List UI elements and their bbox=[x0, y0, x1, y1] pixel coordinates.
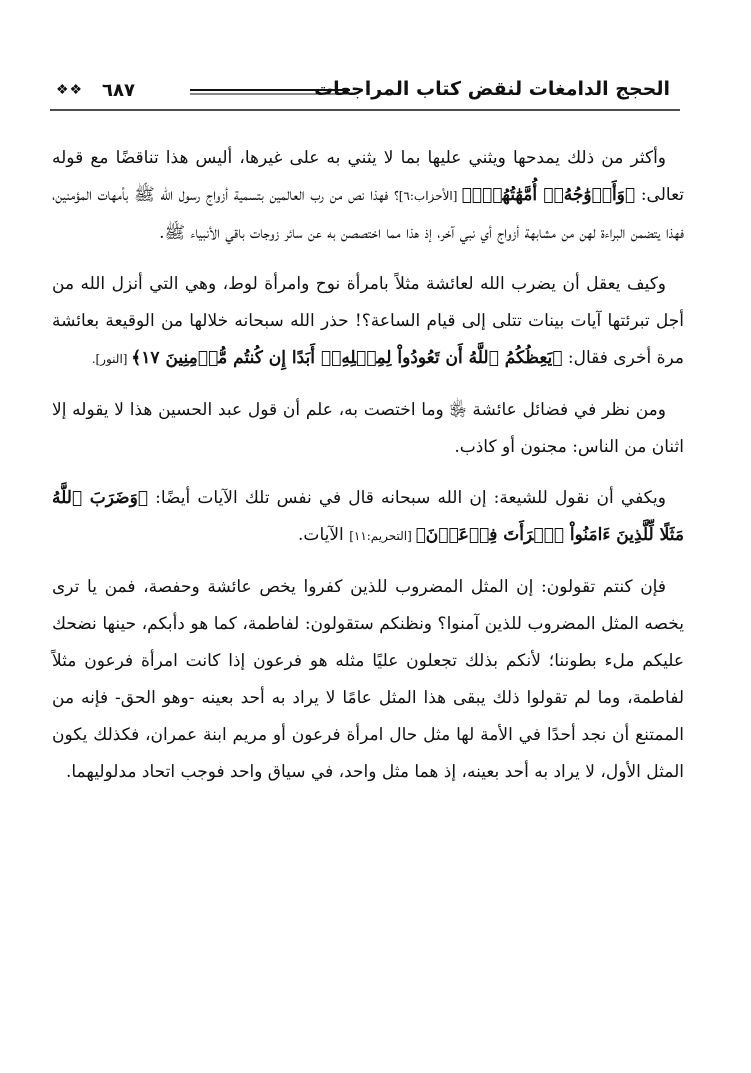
verse-reference: [التحريم:١١] bbox=[349, 529, 416, 543]
paragraph bbox=[52, 392, 684, 466]
quran-verse: ﴿وَأَزۡوَٰجُهُۥٓ أُمَّهَٰتُهُمۡۗ﴾ bbox=[461, 185, 636, 205]
paragraph-text: وكيف يعقل أن يضرب الله لعائشة مثلاً بامرأة نوح وامرأة لوط، وهي التي أنزل الله من أجل تبرئتها آيات بينات تتلى إلى قيام الساعة؟! حذر الله سبحانه خلالها من الوقيعة بعائشة مرة أخرى فقال: bbox=[52, 274, 684, 368]
paragraph bbox=[52, 266, 684, 378]
page-header bbox=[50, 76, 680, 116]
paragraph-text: الآيات. bbox=[298, 525, 350, 545]
paragraph-text: ويكفي أن نقول للشيعة: إن الله سبحانه قال في نفس تلك الآيات أيضًا: bbox=[148, 488, 666, 508]
quran-verse: ﴿يَعِظُكُمُ ٱللَّهُ أَن تَعُودُواْ لِمِثۡلِهِۦٓ أَبَدًا إِن كُنتُم مُّؤۡمِنِينَ ١٧﴾ bbox=[131, 348, 563, 368]
paragraph-text: وأكثر من ذلك يمدحها ويثني عليها بما لا يثني به على غيرها، أليس هذا تناقضًا مع قوله تعالى: bbox=[52, 148, 685, 205]
verse-reference: [الأحزاب:٦] bbox=[398, 189, 462, 203]
paragraph bbox=[52, 480, 684, 555]
paragraph bbox=[52, 140, 684, 252]
ornament-left-icon: ❖❖ bbox=[56, 82, 84, 98]
page-body bbox=[52, 140, 684, 805]
paragraph bbox=[52, 569, 684, 791]
quran-verse: ﴿وَضَرَبَ ٱللَّهُ مَثَلًا لِّلَّذِينَ ءَامَنُواْ ٱمۡرَأَتَ فِرۡعَوۡنَ﴾ bbox=[52, 488, 684, 545]
page-number: ٦٨٧ bbox=[102, 80, 135, 101]
paragraph-text: فإن كنتم تقولون: إن المثل المضروب للذين كفروا يخص عائشة وحفصة، فمن يا ترى يخصه المثل المضروب للذين آمنوا؟ ونظنكم ستقولون: لفاطمة، كما هو دأبكم، حينها نضحك عليكم ملء بطوننا؛ لأنكم بذلك تجعلون عليًا مثله هو فرعون إذا كانت امرأة فرعون مثلاً لفاطمة، وما لم تقولوا ذلك يبقى هذا المثل عامًا لا يراد به أحد بعينه -وهو الحق- فإنه من الممتنع أن نجد أحدًا في الأمة لها مثل حال امرأة فرعون أو مريم ابنة عمران، فكذلك يكون المثل الأول، لا يراد به أحد بعينه، إذ هما مثل واحد، في سياق واحد فوجب اتحاد مدلوليهما. bbox=[52, 577, 684, 782]
book-title: الحجج الدامغات لنقض كتاب المراجعات bbox=[314, 78, 670, 100]
paragraph-text: ؟ فهذا نص من رب العالمين بتسمية أزواج رسول الله ﷺ بأمهات المؤمنين، فهذا يتضمن البراءة لهن من مشابهة أزواج أي نبي آخر، إذ هذا مما اختصصن به عن سائر زوجات باقي الأنبياء ﷺ. bbox=[52, 185, 684, 243]
verse-reference: [النور]. bbox=[91, 352, 132, 366]
paragraph-text: ومن نظر في فضائل عائشة ﵂ وما اختصت به، علم أن قول عبد الحسين هذا لا يقوله إلا اثنان من الناس: مجنون أو كاذب. bbox=[52, 400, 684, 457]
